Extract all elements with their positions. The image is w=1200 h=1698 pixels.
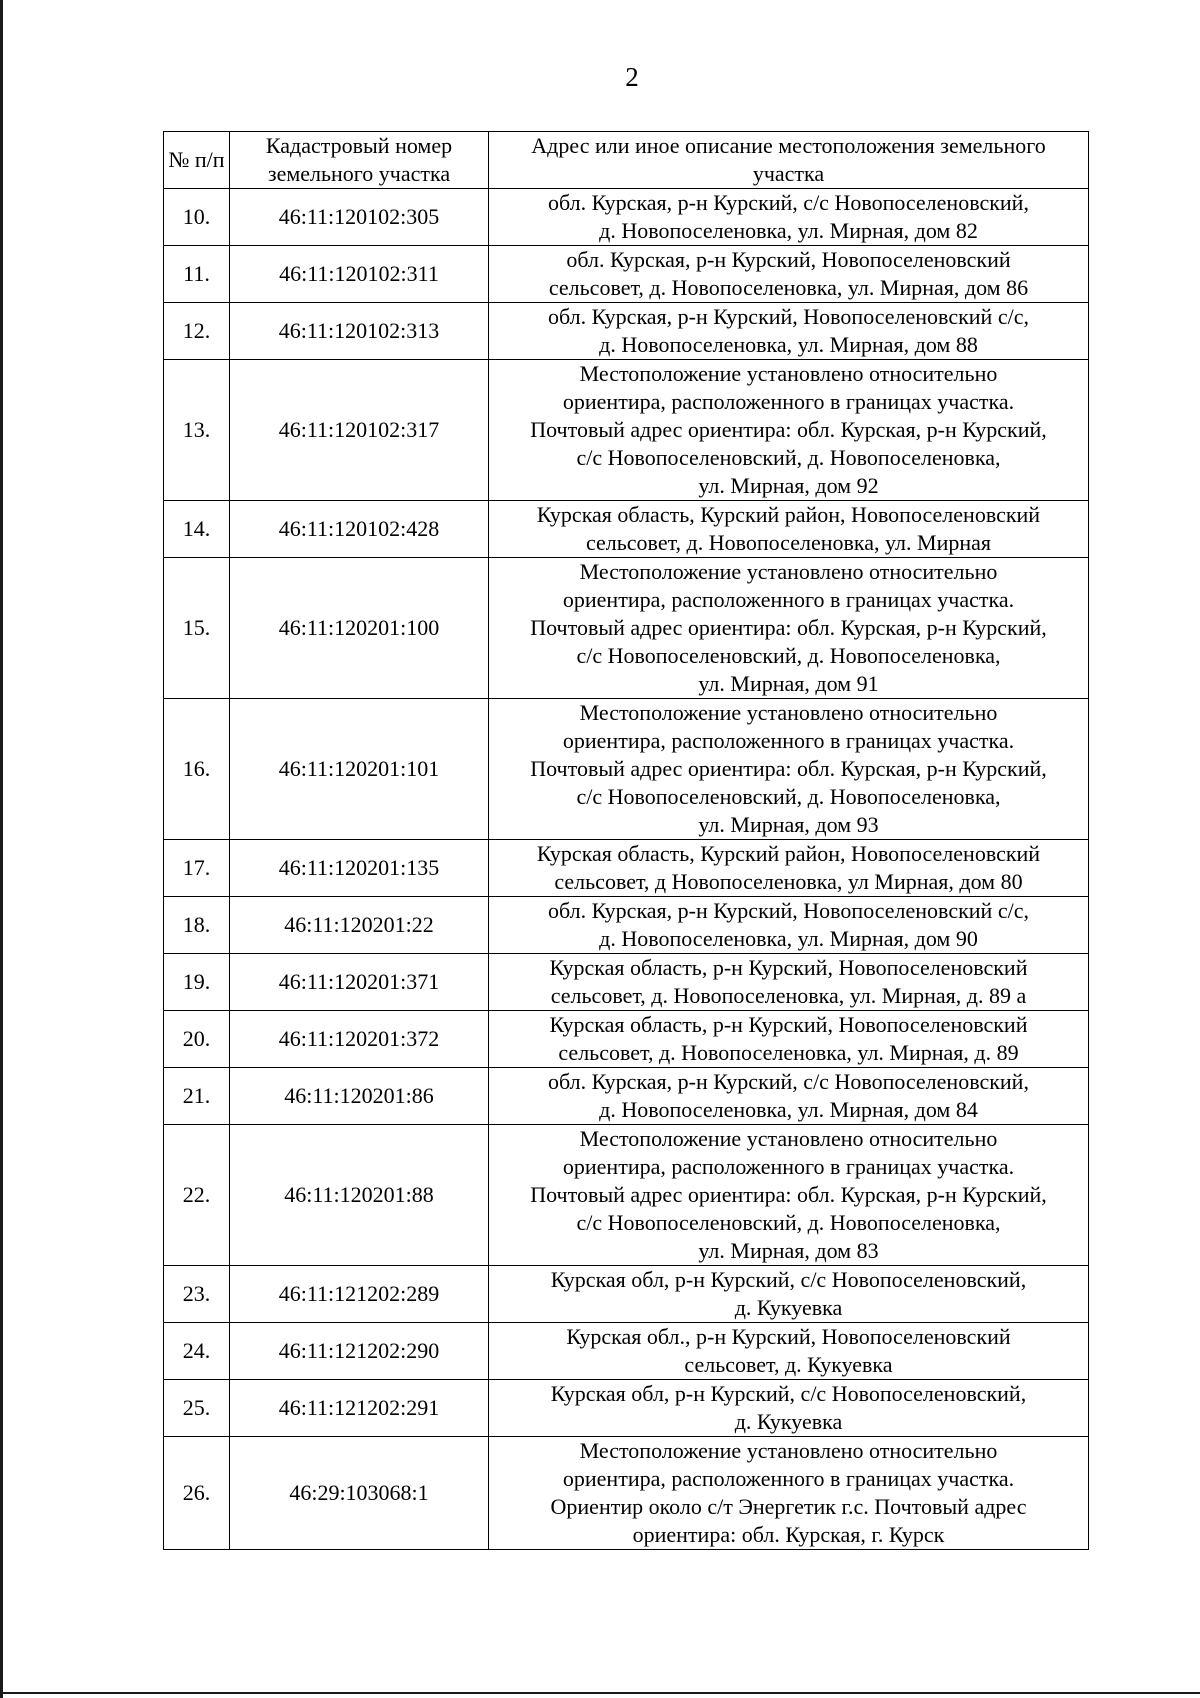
table-row [164, 1323, 1089, 1380]
row-cadastral: 46:11:120201:88 [230, 1125, 489, 1266]
table-row [164, 189, 1089, 246]
row-num: 17. [164, 840, 230, 897]
row-cadastral: 46:11:120102:428 [230, 501, 489, 558]
row-address: обл. Курская, р-н Курский, с/с Новопоселеновский, д. Новопоселеновка, ул. Мирная, дом 82 [489, 189, 1089, 246]
row-cadastral: 46:11:121202:291 [230, 1380, 489, 1437]
row-cadastral: 46:29:103068:1 [230, 1437, 489, 1550]
row-address: Местоположение установлено относительно ориентира, расположенного в границах участка. Почтовый адрес ориентира: обл. Курская, р-н Курский, с/с Новопоселеновский, д. Новопоселеновка, ул. Мирная, дом 92 [489, 360, 1089, 501]
page-number: 2 [625, 62, 639, 92]
table-row [164, 1125, 1089, 1266]
row-num: 15. [164, 558, 230, 699]
row-address: Курская область, Курский район, Новопоселеновский сельсовет, д Новопоселеновка, ул Мирная, дом 80 [489, 840, 1089, 897]
row-address: Курская область, р-н Курский, Новопоселеновский сельсовет, д. Новопоселеновка, ул. Мирная, д. 89 а [489, 954, 1089, 1011]
table-row [164, 1011, 1089, 1068]
table-row [164, 1266, 1089, 1323]
row-num: 13. [164, 360, 230, 501]
row-cadastral: 46:11:120201:86 [230, 1068, 489, 1125]
row-num: 10. [164, 189, 230, 246]
row-num: 25. [164, 1380, 230, 1437]
row-num: 16. [164, 699, 230, 840]
row-num: 24. [164, 1323, 230, 1380]
row-num: 26. [164, 1437, 230, 1550]
parcels-table [163, 131, 1089, 1550]
row-num: 18. [164, 897, 230, 954]
row-num: 20. [164, 1011, 230, 1068]
row-cadastral: 46:11:120201:135 [230, 840, 489, 897]
table-row [164, 246, 1089, 303]
row-address: Курская область, Курский район, Новопоселеновский сельсовет, д. Новопоселеновка, ул. Мирная [489, 501, 1089, 558]
row-num: 22. [164, 1125, 230, 1266]
row-num: 21. [164, 1068, 230, 1125]
header-address: Адрес или иное описание местоположения земельного участка [489, 132, 1089, 189]
row-num: 11. [164, 246, 230, 303]
table-row [164, 1380, 1089, 1437]
scan-edge-bottom [0, 1692, 1200, 1694]
row-address: Местоположение установлено относительно ориентира, расположенного в границах участка. Почтовый адрес ориентира: обл. Курская, р-н Курский, с/с Новопоселеновский, д. Новопоселеновка, ул. Мирная, дом 93 [489, 699, 1089, 840]
header-cadastral: Кадастровый номер земельного участка [230, 132, 489, 189]
row-cadastral: 46:11:120201:22 [230, 897, 489, 954]
row-cadastral: 46:11:120201:371 [230, 954, 489, 1011]
row-cadastral: 46:11:120102:317 [230, 360, 489, 501]
table-row [164, 897, 1089, 954]
row-address: обл. Курская, р-н Курский, Новопоселеновский с/с, д. Новопоселеновка, ул. Мирная, дом 90 [489, 897, 1089, 954]
row-cadastral: 46:11:120102:305 [230, 189, 489, 246]
row-cadastral: 46:11:120201:372 [230, 1011, 489, 1068]
scan-edge-left [0, 0, 3, 1698]
table-row [164, 954, 1089, 1011]
row-cadastral: 46:11:121202:290 [230, 1323, 489, 1380]
row-address: Курская обл., р-н Курский, Новопоселеновский сельсовет, д. Кукуевка [489, 1323, 1089, 1380]
row-num: 19. [164, 954, 230, 1011]
row-address: обл. Курская, р-н Курский, с/с Новопоселеновский, д. Новопоселеновка, ул. Мирная, дом 84 [489, 1068, 1089, 1125]
row-address: Курская обл, р-н Курский, с/с Новопоселеновский, д. Кукуевка [489, 1380, 1089, 1437]
table-row [164, 501, 1089, 558]
table-row [164, 303, 1089, 360]
table-row [164, 1068, 1089, 1125]
row-address: обл. Курская, р-н Курский, Новопоселеновский сельсовет, д. Новопоселеновка, ул. Мирная, дом 86 [489, 246, 1089, 303]
row-num: 12. [164, 303, 230, 360]
row-num: 23. [164, 1266, 230, 1323]
row-address: Местоположение установлено относительно ориентира, расположенного в границах участка. Почтовый адрес ориентира: обл. Курская, р-н Курский, с/с Новопоселеновский, д. Новопоселеновка, ул. Мирная, дом 83 [489, 1125, 1089, 1266]
row-address: Местоположение установлено относительно ориентира, расположенного в границах участка. Ориентир около с/т Энергетик г.с. Почтовый адрес ориентира: обл. Курская, г. Курск [489, 1437, 1089, 1550]
header-num: № п/п [164, 132, 230, 189]
row-num: 14. [164, 501, 230, 558]
table-header-row [164, 132, 1089, 189]
row-address: Курская обл, р-н Курский, с/с Новопоселеновский, д. Кукуевка [489, 1266, 1089, 1323]
table-row [164, 1437, 1089, 1550]
table-row [164, 699, 1089, 840]
row-cadastral: 46:11:120201:100 [230, 558, 489, 699]
row-cadastral: 46:11:120102:313 [230, 303, 489, 360]
row-cadastral: 46:11:120201:101 [230, 699, 489, 840]
row-cadastral: 46:11:120102:311 [230, 246, 489, 303]
table-row [164, 360, 1089, 501]
table-row [164, 558, 1089, 699]
row-address: Местоположение установлено относительно ориентира, расположенного в границах участка. Почтовый адрес ориентира: обл. Курская, р-н Курский, с/с Новопоселеновский, д. Новопоселеновка, ул. Мирная, дом 91 [489, 558, 1089, 699]
row-address: Курская область, р-н Курский, Новопоселеновский сельсовет, д. Новопоселеновка, ул. Мирная, д. 89 [489, 1011, 1089, 1068]
row-address: обл. Курская, р-н Курский, Новопоселеновский с/с, д. Новопоселеновка, ул. Мирная, дом 88 [489, 303, 1089, 360]
row-cadastral: 46:11:121202:289 [230, 1266, 489, 1323]
table-row [164, 840, 1089, 897]
